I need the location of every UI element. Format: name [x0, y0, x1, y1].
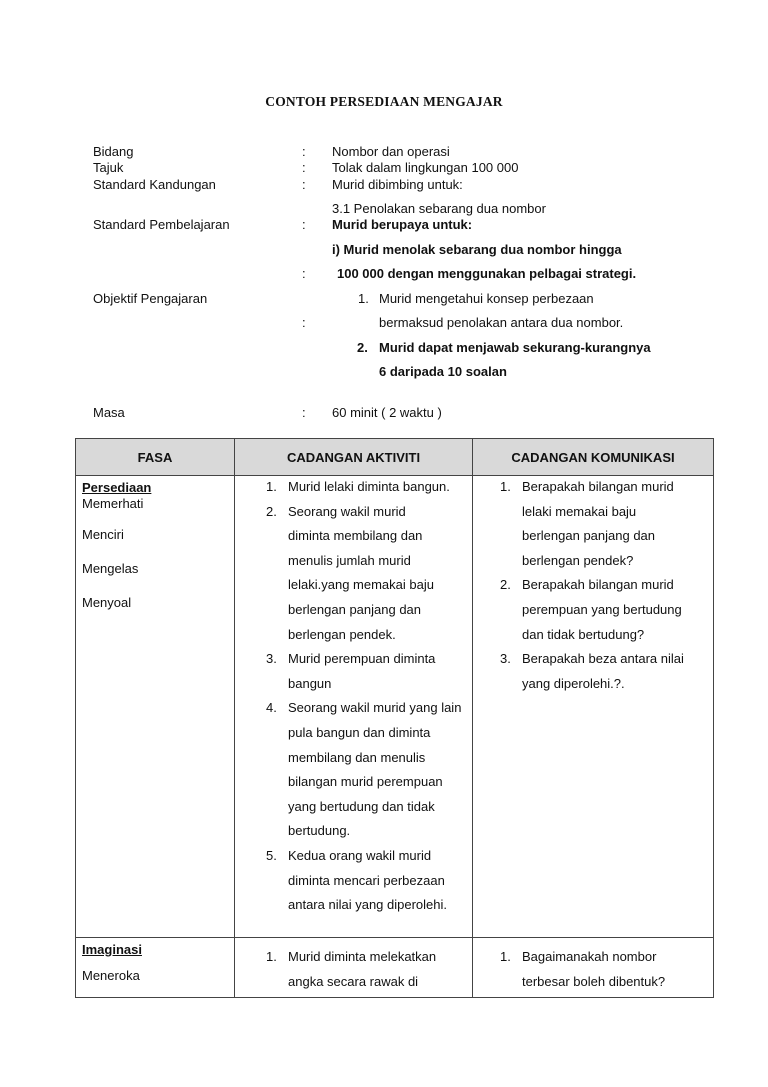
- colon: :: [302, 144, 306, 159]
- colon: :: [302, 405, 306, 420]
- list-item: [266, 647, 472, 696]
- list-item: [266, 945, 472, 994]
- fasa-title: Imaginasi: [82, 942, 142, 957]
- fasa-item: Menyoal: [82, 595, 132, 610]
- list-text: Kedua orang wakil murid diminta mencari perbezaan antara nilai yang diperolehi.: [288, 847, 447, 913]
- standard-kandungan-label: Standard Kandungan: [93, 177, 216, 192]
- komunikasi-list: [473, 945, 710, 994]
- komunikasi-cell: [473, 938, 714, 998]
- bidang-value: Nombor dan operasi: [332, 144, 450, 159]
- list-item: [500, 573, 710, 647]
- standard-pembelajaran-label: Standard Pembelajaran: [93, 217, 230, 232]
- standard-kandungan-value: Murid dibimbing untuk:: [332, 177, 463, 192]
- table-header-row: [76, 439, 714, 476]
- aktiviti-cell: [235, 938, 473, 998]
- page-title: CONTOH PERSEDIAAN MENGAJAR: [265, 94, 503, 109]
- header-cadangan-aktiviti: CADANGAN AKTIVITI: [235, 439, 473, 476]
- aktiviti-cell: [235, 476, 473, 938]
- list-number: 2.: [266, 503, 277, 519]
- colon: :: [302, 160, 306, 175]
- colon: :: [302, 177, 306, 192]
- header-cadangan-komunikasi: CADANGAN KOMUNIKASI: [473, 439, 714, 476]
- fasa-cell: [76, 938, 235, 998]
- list-item: [500, 647, 710, 696]
- list-text: Murid lelaki diminta bangun.: [288, 479, 450, 494]
- standard-kandungan-sub: 3.1 Penolakan sebarang dua nombor: [332, 201, 546, 216]
- objektif-2-number: 2.: [357, 340, 368, 355]
- tajuk-label: Tajuk: [93, 160, 124, 175]
- fasa-title: Persediaan: [82, 480, 152, 495]
- list-text: Berapakah bilangan murid lelaki memakai baju berlengan panjang dan berlengan pendek?: [522, 479, 674, 568]
- list-item: [266, 696, 472, 844]
- objektif-label: Objektif Pengajaran: [93, 291, 208, 306]
- fasa-item: Memerhati: [82, 496, 144, 511]
- list-text: Murid perempuan diminta bangun: [288, 651, 436, 691]
- standard-pembelajaran-value: Murid berupaya untuk:: [332, 217, 473, 232]
- standard-pembelajaran-line2: 100 000 dengan menggunakan pelbagai strategi.: [337, 266, 637, 281]
- objektif-1-line1: Murid mengetahui konsep perbezaan: [379, 291, 594, 306]
- list-text: Seorang wakil murid yang lain pula bangun dan diminta membilang dan menulis bilangan murid perempuan yang bertudung dan tidak bertudung.: [288, 700, 462, 839]
- komunikasi-list: [473, 475, 710, 696]
- table-row: [76, 476, 714, 938]
- objektif-1-line2: bermaksud penolakan antara dua nombor.: [379, 315, 624, 330]
- list-number: 1.: [500, 949, 511, 964]
- list-text: Bagaimanakah nombor terbesar boleh dibentuk?: [522, 949, 666, 989]
- colon: :: [302, 217, 306, 232]
- objektif-2-line1: Murid dapat menjawab sekurang-kurangnya: [379, 340, 651, 355]
- list-number: 1.: [266, 949, 277, 964]
- list-number: 5.: [266, 847, 277, 863]
- objektif-1-number: 1.: [358, 291, 369, 306]
- list-number: 1.: [500, 479, 511, 494]
- list-item: [500, 945, 710, 994]
- tajuk-value: Tolak dalam lingkungan 100 000: [332, 160, 519, 175]
- list-text: Murid diminta melekatkan angka secara rawak di: [288, 949, 437, 989]
- komunikasi-cell: [473, 476, 714, 938]
- list-number: 2.: [500, 577, 511, 593]
- table-row: [76, 938, 714, 998]
- list-text: Seorang wakil murid diminta membilang dan menulis jumlah murid lelaki.yang memakai baju berlengan panjang dan berlengan pendek.: [288, 503, 434, 642]
- list-number: 1.: [266, 479, 277, 494]
- bidang-label: Bidang: [93, 144, 134, 159]
- fasa-cell: [76, 476, 235, 938]
- lesson-table: [75, 438, 714, 998]
- fasa-item: Mengelas: [82, 561, 139, 576]
- list-item: [266, 844, 472, 918]
- list-text: Berapakah beza antara nilai yang diperolehi.?.: [522, 651, 684, 691]
- header-fasa: FASA: [76, 439, 235, 476]
- aktiviti-list: [235, 475, 472, 918]
- objektif-2-line2: 6 daripada 10 soalan: [379, 364, 507, 379]
- colon: :: [302, 266, 306, 281]
- standard-pembelajaran-line1: i) Murid menolak sebarang dua nombor hingga: [332, 242, 622, 257]
- list-number: 3.: [500, 651, 511, 667]
- list-item: [266, 500, 472, 648]
- list-text: Berapakah bilangan murid perempuan yang bertudung dan tidak bertudung?: [522, 577, 682, 642]
- aktiviti-list: [235, 945, 472, 994]
- fasa-item: Menciri: [82, 527, 124, 542]
- list-number: 3.: [266, 651, 277, 667]
- masa-label: Masa: [93, 405, 125, 420]
- list-item: [266, 475, 472, 500]
- list-number: 4.: [266, 700, 277, 716]
- fasa-item: Meneroka: [82, 968, 140, 983]
- masa-value: 60 minit ( 2 waktu ): [332, 405, 442, 420]
- list-item: [500, 475, 710, 573]
- colon: :: [302, 315, 306, 330]
